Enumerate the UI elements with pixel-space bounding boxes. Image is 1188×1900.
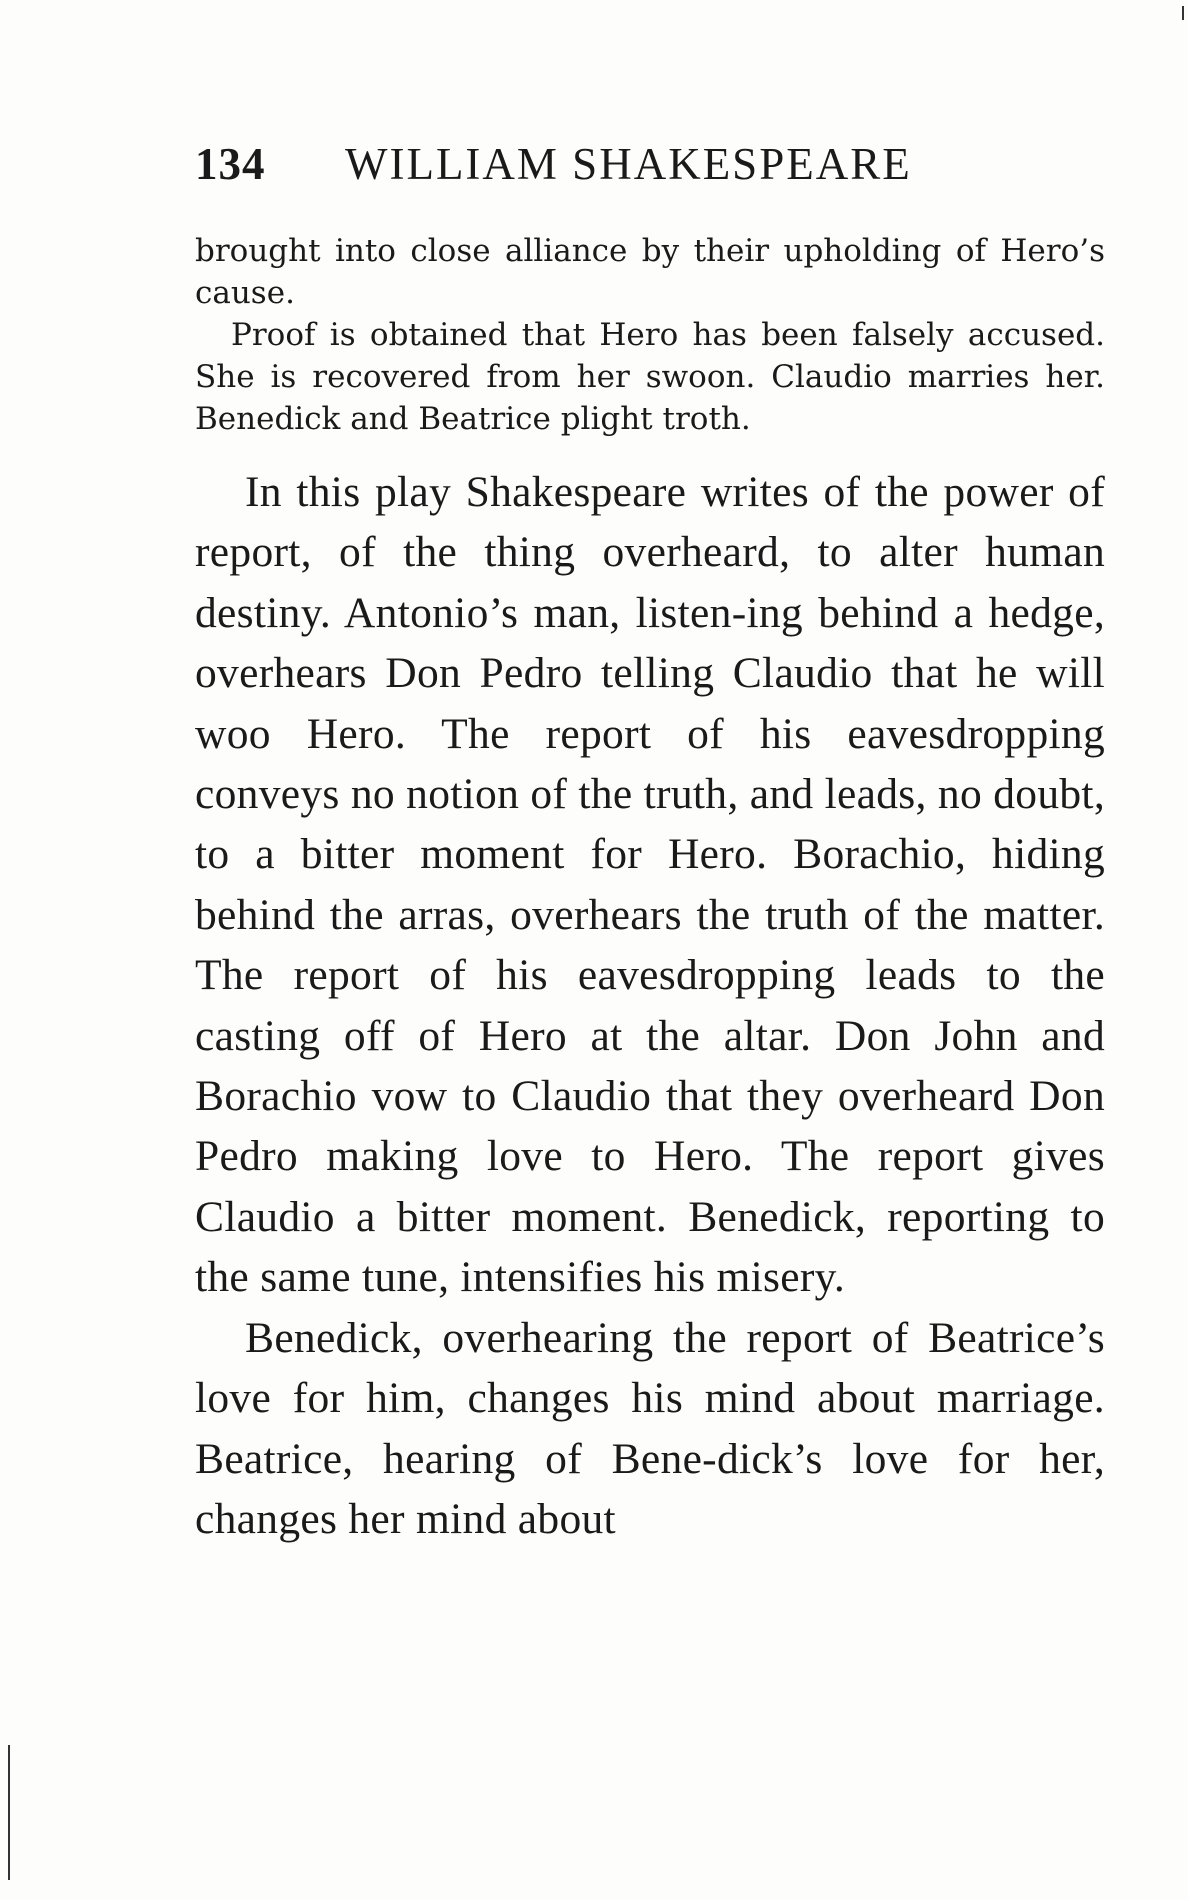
scan-corner-mark: [1182, 6, 1184, 20]
body-paragraph-1: In this play Shakespeare writes of the power of report, of the thing overheard, to alter human destiny. Antonio’s man, listen-ing behind a hedge, overhears Don Pedro telling Claudio that he will woo Hero. The report of his eavesdropping conveys no notion of the truth, and leads, no doubt, to a bitter moment for Hero. Borachio, hiding behind the arras, overhears the truth of the matter. The report of his eavesdropping leads to the casting off of Hero at the altar. Don John and Borachio vow to Claudio that they overheard Don Pedro making love to Hero. The report gives Claudio a bitter moment. Benedick, reporting to the same tune, intensifies his misery.: [195, 468, 1105, 1302]
summary-paragraph-1: brought into close alliance by their upholding of Hero’s cause.: [195, 233, 1105, 311]
scan-edge-mark: [8, 1745, 10, 1880]
body-paragraph-2: Benedick, overhearing the report of Beatrice’s love for him, changes his mind about marriage. Beatrice, hearing of Bene-dick’s love for her, changes her mind about: [195, 1313, 1105, 1543]
book-page: [195, 138, 1105, 1549]
page-number: 134: [195, 139, 266, 189]
running-head: [195, 138, 1105, 198]
running-title: WILLIAM SHAKESPEARE: [345, 139, 912, 189]
summary-paragraph-2: Proof is obtained that Hero has been falsely accused. She is recovered from her swoon. Claudio marries her. Benedick and Beatrice plight troth.: [195, 317, 1105, 437]
body-text: [195, 462, 1105, 1549]
plot-summary: [195, 230, 1105, 440]
